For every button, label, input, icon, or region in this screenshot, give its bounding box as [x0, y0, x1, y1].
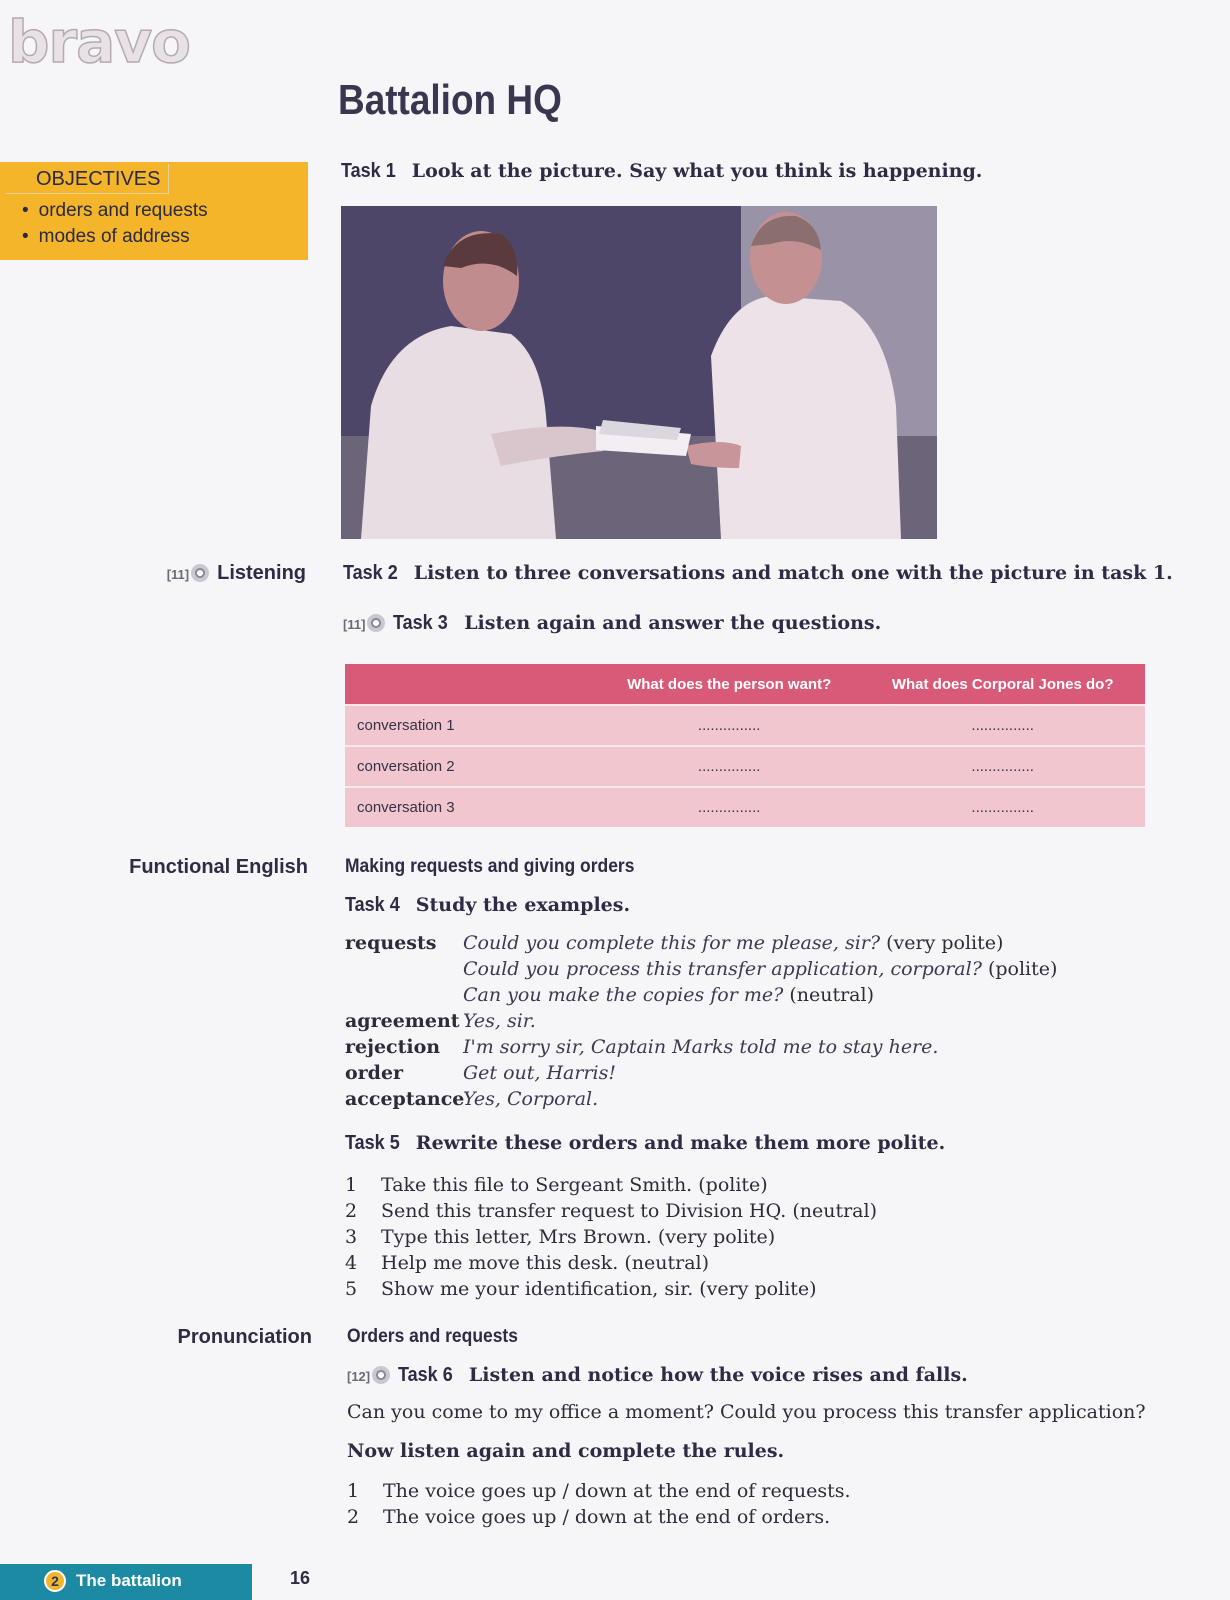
example-row: [345, 956, 1057, 982]
example-key: rejection: [345, 1036, 441, 1058]
item-text: Help me move this desk. (neutral): [381, 1252, 710, 1274]
task6: [347, 1364, 968, 1387]
list-item: [345, 1250, 877, 1276]
example-row: [345, 1034, 1057, 1060]
list-item: [345, 1224, 877, 1250]
example-text: I'm sorry sir, Captain Marks told me to stay here.: [463, 1036, 939, 1058]
example-key: requests: [345, 932, 437, 954]
list-item: [345, 1172, 877, 1198]
item-number: 1: [345, 1174, 358, 1196]
table-cell: conversation 3: [345, 787, 598, 827]
table-header-row: [345, 664, 1145, 705]
answer-blank[interactable]: ...............: [598, 787, 860, 827]
pronunciation-side-label: Pronunciation: [177, 1326, 312, 1348]
task5-list: [345, 1172, 877, 1302]
brand-logo: bravo: [8, 8, 190, 76]
task6-number: Task 6: [398, 1364, 453, 1386]
task2-number: Task 2: [343, 562, 398, 584]
unit-title: The battalion: [76, 1571, 182, 1590]
list-item: [345, 1276, 877, 1302]
example-text: Can you make the copies for me?: [463, 984, 784, 1006]
task1: [341, 160, 982, 183]
objective-item: • orders and requests: [22, 198, 208, 224]
example-note: (very polite): [880, 932, 1004, 954]
objectives-list: [22, 198, 208, 250]
unit-footer: [0, 1564, 252, 1600]
example-text: Could you complete this for me please, sir?: [463, 932, 881, 954]
listening-side-label: [106, 562, 306, 585]
example-note: (neutral): [783, 984, 875, 1006]
answer-blank[interactable]: ...............: [860, 787, 1145, 827]
item-number: 3: [345, 1226, 358, 1248]
item-number: 1: [347, 1480, 360, 1502]
item-text: Send this transfer request to Division HQ. (neutral): [381, 1200, 877, 1222]
example-text: Yes, Corporal.: [463, 1088, 599, 1110]
table-header: What does Corporal Jones do?: [860, 664, 1145, 705]
example-key: [345, 956, 463, 982]
table-cell: conversation 1: [345, 705, 598, 746]
question-table-wrap: [345, 664, 1145, 827]
section-heading: Making requests and giving orders: [345, 856, 635, 877]
item-text: The voice goes up / down at the end of requests.: [383, 1480, 851, 1502]
task5: [345, 1132, 945, 1155]
track-number: [12]: [347, 1369, 371, 1384]
example-key: order: [345, 1062, 404, 1084]
item-text: The voice goes up / down at the end of orders.: [383, 1506, 831, 1528]
table-header: [345, 664, 598, 705]
task4: [345, 894, 630, 917]
listening-label: Listening: [217, 562, 306, 584]
photo-two-men-exchanging-papers: [341, 206, 937, 539]
task6-sentence: Can you come to my office a moment? Could you process this transfer application?: [347, 1401, 1146, 1423]
task4-text: Study the examples.: [415, 894, 631, 916]
unit-number-badge: 2: [44, 1570, 66, 1592]
examples-list: [345, 930, 1057, 1112]
task3-text: Listen again and answer the questions.: [464, 612, 882, 634]
cd-icon: [191, 564, 209, 582]
table-row: [345, 705, 1145, 746]
task1-text: Look at the picture. Say what you think is happening.: [411, 160, 983, 182]
task3: [343, 612, 881, 635]
task5-text: Rewrite these orders and make them more polite.: [415, 1132, 946, 1154]
photo-illustration: [341, 206, 937, 539]
task4-number: Task 4: [345, 894, 400, 916]
task2: [343, 562, 1173, 585]
item-number: 2: [345, 1200, 358, 1222]
task6-text: Listen and notice how the voice rises and falls.: [468, 1364, 968, 1386]
example-row: [345, 1060, 1057, 1086]
list-item: [345, 1198, 877, 1224]
objective-item: • modes of address: [22, 224, 208, 250]
cd-icon: [367, 614, 385, 632]
example-key: agreement: [345, 1010, 460, 1032]
page-title: Battalion HQ: [338, 76, 562, 123]
example-text: Yes, sir.: [463, 1010, 536, 1032]
example-row: [345, 930, 1057, 956]
item-number: 4: [345, 1252, 358, 1274]
answer-blank[interactable]: ...............: [860, 746, 1145, 787]
track-number: [11]: [166, 567, 190, 582]
item-text: Take this file to Sergeant Smith. (polite): [381, 1174, 768, 1196]
page-number: 16: [290, 1568, 311, 1588]
answer-blank[interactable]: ...............: [598, 705, 860, 746]
task1-number: Task 1: [341, 160, 396, 182]
table-cell: conversation 2: [345, 746, 598, 787]
example-key: [345, 982, 463, 1008]
item-text: Show me your identification, sir. (very polite): [381, 1278, 817, 1300]
example-row: [345, 1086, 1057, 1112]
functional-english-side-label: Functional English: [129, 856, 308, 878]
question-table: [345, 664, 1145, 827]
example-key: acceptance: [345, 1088, 465, 1110]
example-note: (polite): [981, 958, 1058, 980]
rules-list: [347, 1478, 851, 1530]
item-number: 2: [347, 1506, 360, 1528]
table-row: [345, 787, 1145, 827]
cd-icon: [372, 1366, 390, 1384]
table-row: [345, 746, 1145, 787]
list-item: [347, 1478, 851, 1504]
example-row: [345, 1008, 1057, 1034]
track-number: [11]: [343, 617, 366, 632]
section-heading: Orders and requests: [347, 1326, 518, 1347]
task2-text: Listen to three conversations and match one with the picture in task 1.: [413, 562, 1173, 584]
task6-rules-heading: Now listen again and complete the rules.: [347, 1440, 785, 1462]
example-text: Get out, Harris!: [463, 1062, 617, 1084]
example-text: Could you process this transfer application, corporal?: [463, 958, 982, 980]
example-row: [345, 982, 1057, 1008]
item-number: 5: [345, 1278, 358, 1300]
task3-number: Task 3: [393, 612, 449, 634]
task5-number: Task 5: [345, 1132, 400, 1154]
table-header: What does the person want?: [598, 664, 860, 705]
objectives-heading: OBJECTIVES: [6, 164, 169, 194]
list-item: [347, 1504, 851, 1530]
item-text: Type this letter, Mrs Brown. (very polite): [381, 1226, 776, 1248]
objectives-box: [0, 162, 308, 260]
answer-blank[interactable]: ...............: [860, 705, 1145, 746]
answer-blank[interactable]: ...............: [598, 746, 860, 787]
